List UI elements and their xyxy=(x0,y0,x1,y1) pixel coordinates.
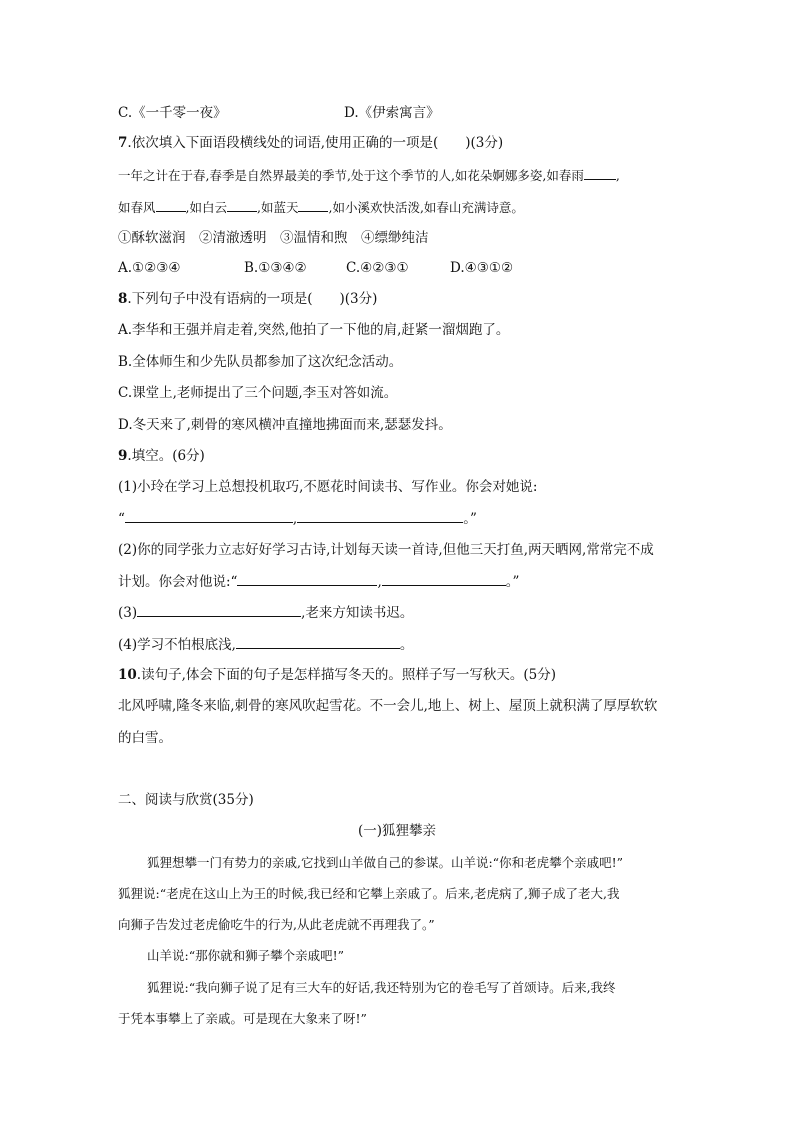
q6-option-d: D.《伊索寓言》 xyxy=(344,105,440,121)
q7-options xyxy=(118,259,513,277)
passage-line-4: 山羊说:“那你就和狮子攀个亲戚吧!” xyxy=(147,948,345,963)
q10-example-line2: 的白雪。 xyxy=(118,730,172,746)
q9-part4-blank[interactable] xyxy=(236,635,400,649)
q7-passage-line2 xyxy=(118,198,524,217)
q8-stem xyxy=(118,290,377,308)
q7-blank-4[interactable] xyxy=(298,198,328,212)
q7-stem-text: .依次填入下面语段横线处的词语,使用正确的一项是( )(3分) xyxy=(127,135,504,151)
q7-stem xyxy=(118,134,503,152)
q7-passage-text1: 一年之计在于春,春季是自然界最美的季节,处于这个季节的人,如花朵婀娜多姿,如春雨 xyxy=(118,168,584,183)
q9-part3 xyxy=(118,603,413,622)
q9-part4-text: (4)学习不怕根底浅, xyxy=(118,637,236,653)
passage-line-3: 向狮子告发过老虎偷吃牛的行为,从此老虎就不再理我了。” xyxy=(118,917,435,932)
q7-blank-3[interactable] xyxy=(227,198,257,212)
q7-blank-1[interactable] xyxy=(584,166,616,180)
q7-passage-text2b: ,如白云 xyxy=(185,200,227,215)
q8-option-c[interactable]: C.课堂上,老师提出了三个问题,李玉对答如流。 xyxy=(118,385,398,401)
q9-part1-line1: (1)小玲在学习上总想投机取巧,不愿花时间读书、写作业。你会对她说: xyxy=(118,479,538,495)
q7-passage-line1-end: , xyxy=(615,168,620,183)
q7-passage-line1 xyxy=(118,166,620,185)
passage-line-6: 于凭本事攀上了亲戚。可是现在大象来了呀!” xyxy=(118,1011,367,1026)
q7-passage-text2c: ,如蓝天 xyxy=(257,200,299,215)
q9-part2-line1: (2)你的同学张力立志好好学习古诗,计划每天读一首诗,但他三天打鱼,两天晒网,常常完不成 xyxy=(118,542,654,558)
q8-option-b[interactable]: B.全体师生和少先队员都参加了这次纪念活动。 xyxy=(118,354,403,370)
q7-number: 7 xyxy=(118,135,128,151)
q8-number: 8 xyxy=(118,291,128,307)
q9-stem xyxy=(118,447,205,465)
q9-part2-line2 xyxy=(118,572,519,591)
passage-line-2: 狐狸说:“老虎在这山上为王的时候,我已经和它攀上亲戚了。后来,老虎病了,狮子成了老大,我 xyxy=(118,886,620,901)
q9-part1-comma: , xyxy=(292,511,298,527)
q9-number: 9 xyxy=(118,448,128,464)
q9-part2-quote-close: 。” xyxy=(505,574,520,590)
q9-part3-blank[interactable] xyxy=(137,603,301,617)
q8-option-a[interactable]: A.李华和王强并肩走着,突然,他拍了一下他的肩,赶紧一溜烟跑了。 xyxy=(118,322,510,338)
q7-option-d[interactable]: D.④③①② xyxy=(450,260,514,276)
q10-stem-text: .读句子,体会下面的句子是怎样描写冬天的。照样子写一写秋天。(5分) xyxy=(136,667,557,683)
q8-stem-text: .下列句子中没有语病的一项是( )(3分) xyxy=(127,291,378,307)
q7-option-c[interactable]: C.④②③① xyxy=(346,260,409,276)
q9-part2-text: 计划。你会对他说:“ xyxy=(118,574,238,590)
q9-part1-blank-2[interactable] xyxy=(297,509,463,523)
q7-blank-2[interactable] xyxy=(156,198,186,212)
q10-stem xyxy=(118,666,556,684)
q6-option-c: C.《一千零一夜》 xyxy=(118,105,227,121)
passage-line-1: 狐狸想攀一门有势力的亲戚,它找到山羊做自己的参谋。山羊说:“你和老虎攀个亲戚吧!” xyxy=(147,855,623,870)
section2-heading: 二、阅读与欣赏(35分) xyxy=(118,792,254,808)
q7-passage-text2d: ,如小溪欢快活泼,如春山充满诗意。 xyxy=(328,200,524,215)
q9-part1-quote-close: 。” xyxy=(463,511,477,527)
q7-option-b[interactable]: B.①③④② xyxy=(244,260,307,276)
q10-example-line1: 北风呼啸,隆冬来临,刺骨的寒风吹起雪花。不一会儿,地上、树上、屋顶上就积满了厚厚软软 xyxy=(118,698,658,714)
q9-part4 xyxy=(118,635,413,654)
q10-number: 10 xyxy=(118,667,137,683)
passage-title: (一)狐狸攀亲 xyxy=(357,823,437,839)
q9-part4-end: 。 xyxy=(399,637,414,653)
q8-option-d[interactable]: D.冬天来了,刺骨的寒风横冲直撞地拂面而来,瑟瑟发抖。 xyxy=(118,417,452,433)
q9-part1-blank-1[interactable] xyxy=(125,509,293,523)
q9-part2-comma: , xyxy=(377,574,382,590)
q9-part2-blank-1[interactable] xyxy=(237,572,377,586)
q7-option-a[interactable]: A.①②③④ xyxy=(118,260,181,276)
q7-passage-text2a: 如春风 xyxy=(118,200,156,215)
q9-part1-quote-open: “ xyxy=(118,511,125,527)
q9-part1-line2 xyxy=(118,509,477,528)
q9-part3-label: (3) xyxy=(118,605,138,621)
passage-line-5: 狐狸说:“我向狮子说了足有三大车的好话,我还特别为它的卷毛写了首颂诗。后来,我终 xyxy=(147,980,616,995)
q9-part3-text: ,老来方知读书迟。 xyxy=(301,605,414,621)
q9-part2-blank-2[interactable] xyxy=(382,572,506,586)
q7-choices: ①酥软滋润 ②清澈透明 ③温情和煦 ④缥缈纯洁 xyxy=(118,230,429,246)
q9-stem-text: .填空。(6分) xyxy=(127,448,205,464)
